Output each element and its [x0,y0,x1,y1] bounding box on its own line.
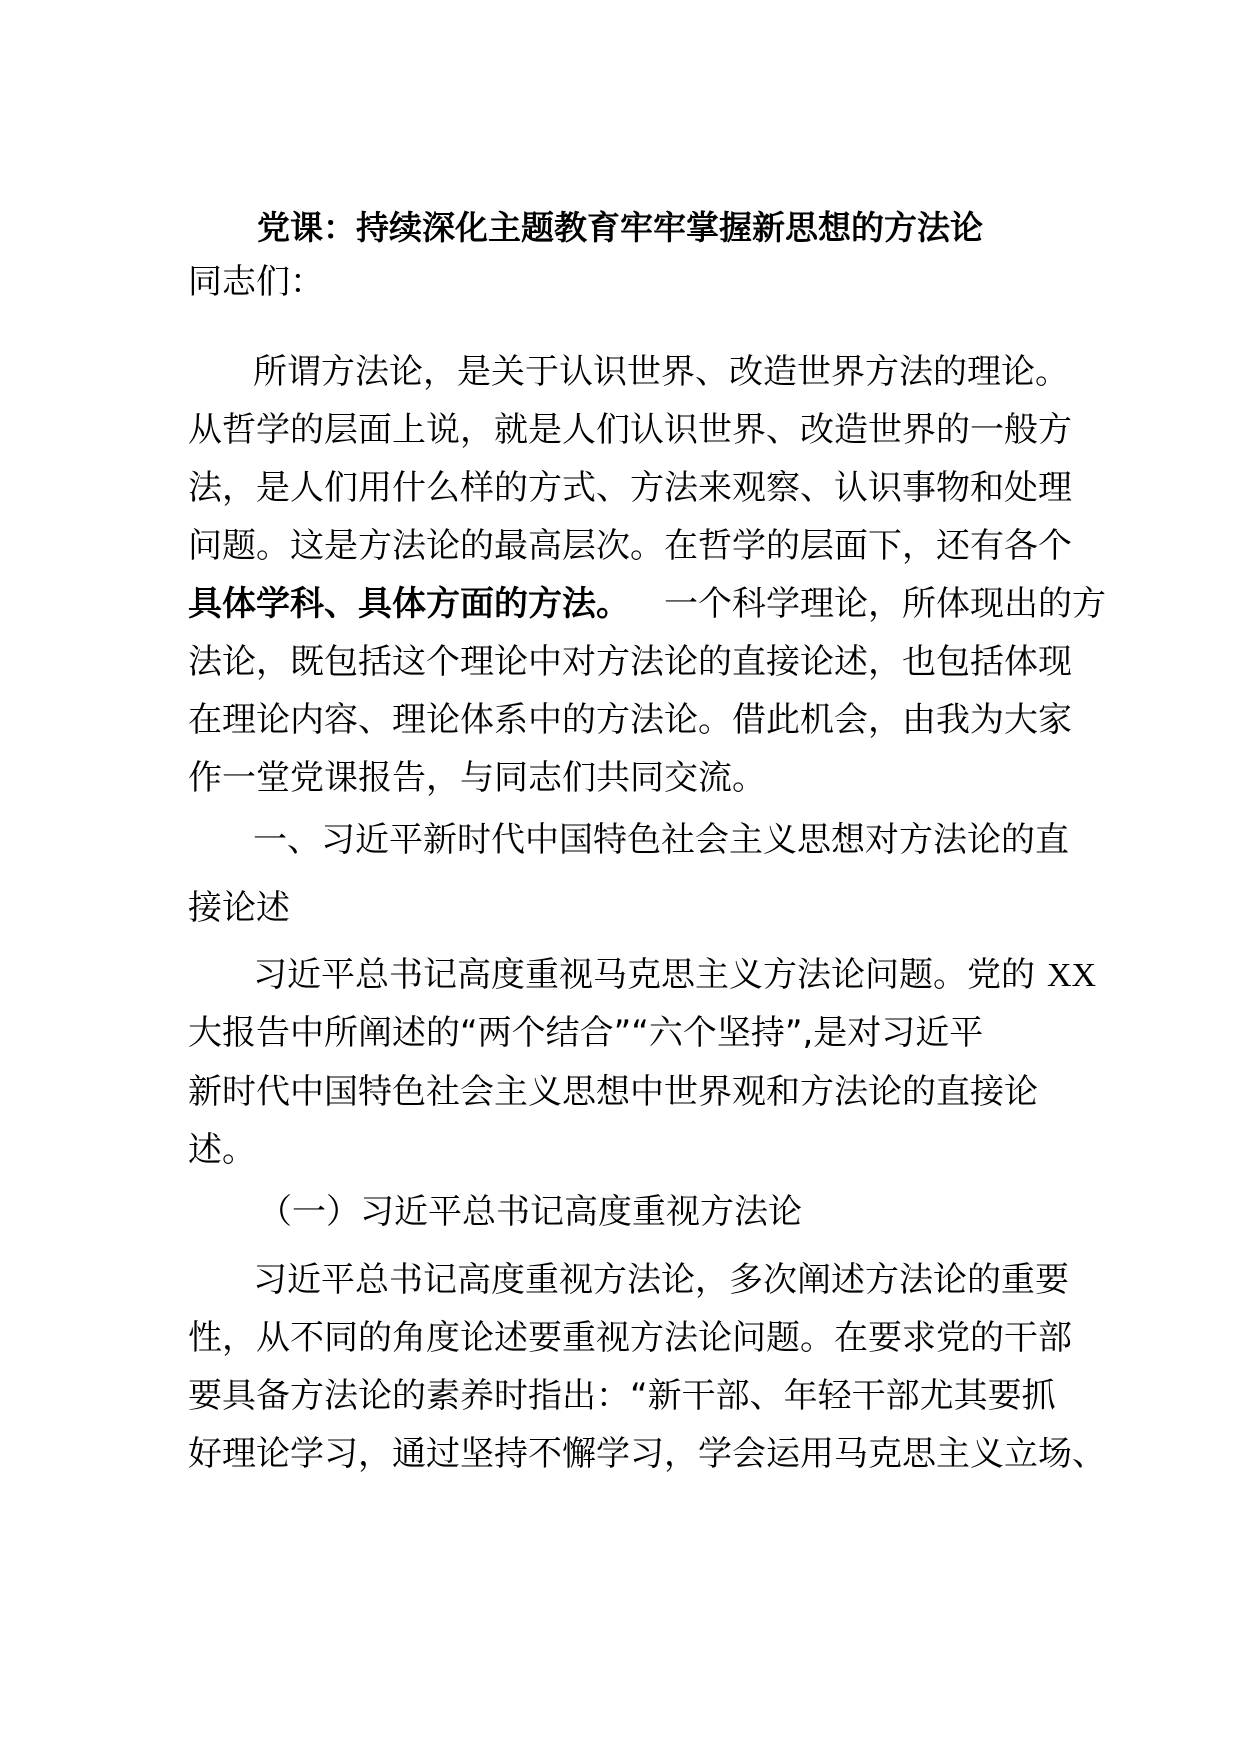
paragraph-line: 性，从不同的角度论述要重视方法论问题。在要求党的干部 [188,1318,1072,1358]
document-title: 党课：持续深化主题教育牢牢掌握新思想的方法论 [257,208,983,247]
paragraph-text: 习近平总书记高度重视马克思主义方法论问题。党的 [253,955,1035,995]
subsection-heading: （一）习近平总书记高度重视方法论 [258,1192,802,1232]
paragraph-line: 从哲学的层面上说，就是人们认识世界、改造世界的一般方 [188,410,1072,450]
paragraph-line: 好理论学习，通过坚持不懈学习，学会运用马克思主义立场、 [188,1434,1106,1474]
salutation: 同志们： [188,262,324,302]
paragraph-line: 大报告中所阐述的“两个结合”“六个坚持”,是对习近平 [188,1013,984,1053]
paragraph-line: 法论，既包括这个理论中对方法论的直接论述，也包括体现 [188,642,1072,682]
paragraph-text: XX [1047,957,1097,994]
paragraph-line: 所谓方法论，是关于认识世界、改造世界方法的理论。 [253,352,1069,392]
paragraph-line: 习近平总书记高度重视方法论，多次阐述方法论的重要 [253,1260,1069,1300]
paragraph-line: 述。 [188,1130,256,1170]
bold-phrase: 具体学科、具体方面的方法。 [188,584,630,624]
paragraph-line [188,584,1106,624]
paragraph-line: 新时代中国特色社会主义思想中世界观和方法论的直接论 [188,1072,1038,1112]
section-heading: 接论述 [188,888,290,928]
paragraph-text: 一个科学理论，所体现出的方 [664,584,1106,624]
paragraph-line: 问题。这是方法论的最高层次。在哲学的层面下，还有各个 [188,526,1072,566]
paragraph-line: 在理论内容、理论体系中的方法论。借此机会，由我为大家 [188,700,1072,740]
paragraph-line: 要具备方法论的素养时指出：“新干部、年轻干部尤其要抓 [188,1376,1056,1416]
paragraph-line: 作一堂党课报告，与同志们共同交流。 [188,758,766,798]
paragraph-line [253,955,1096,996]
section-heading: 一、习近平新时代中国特色社会主义思想对方法论的直 [253,820,1069,860]
paragraph-line: 法，是人们用什么样的方式、方法来观察、认识事物和处理 [188,468,1072,508]
